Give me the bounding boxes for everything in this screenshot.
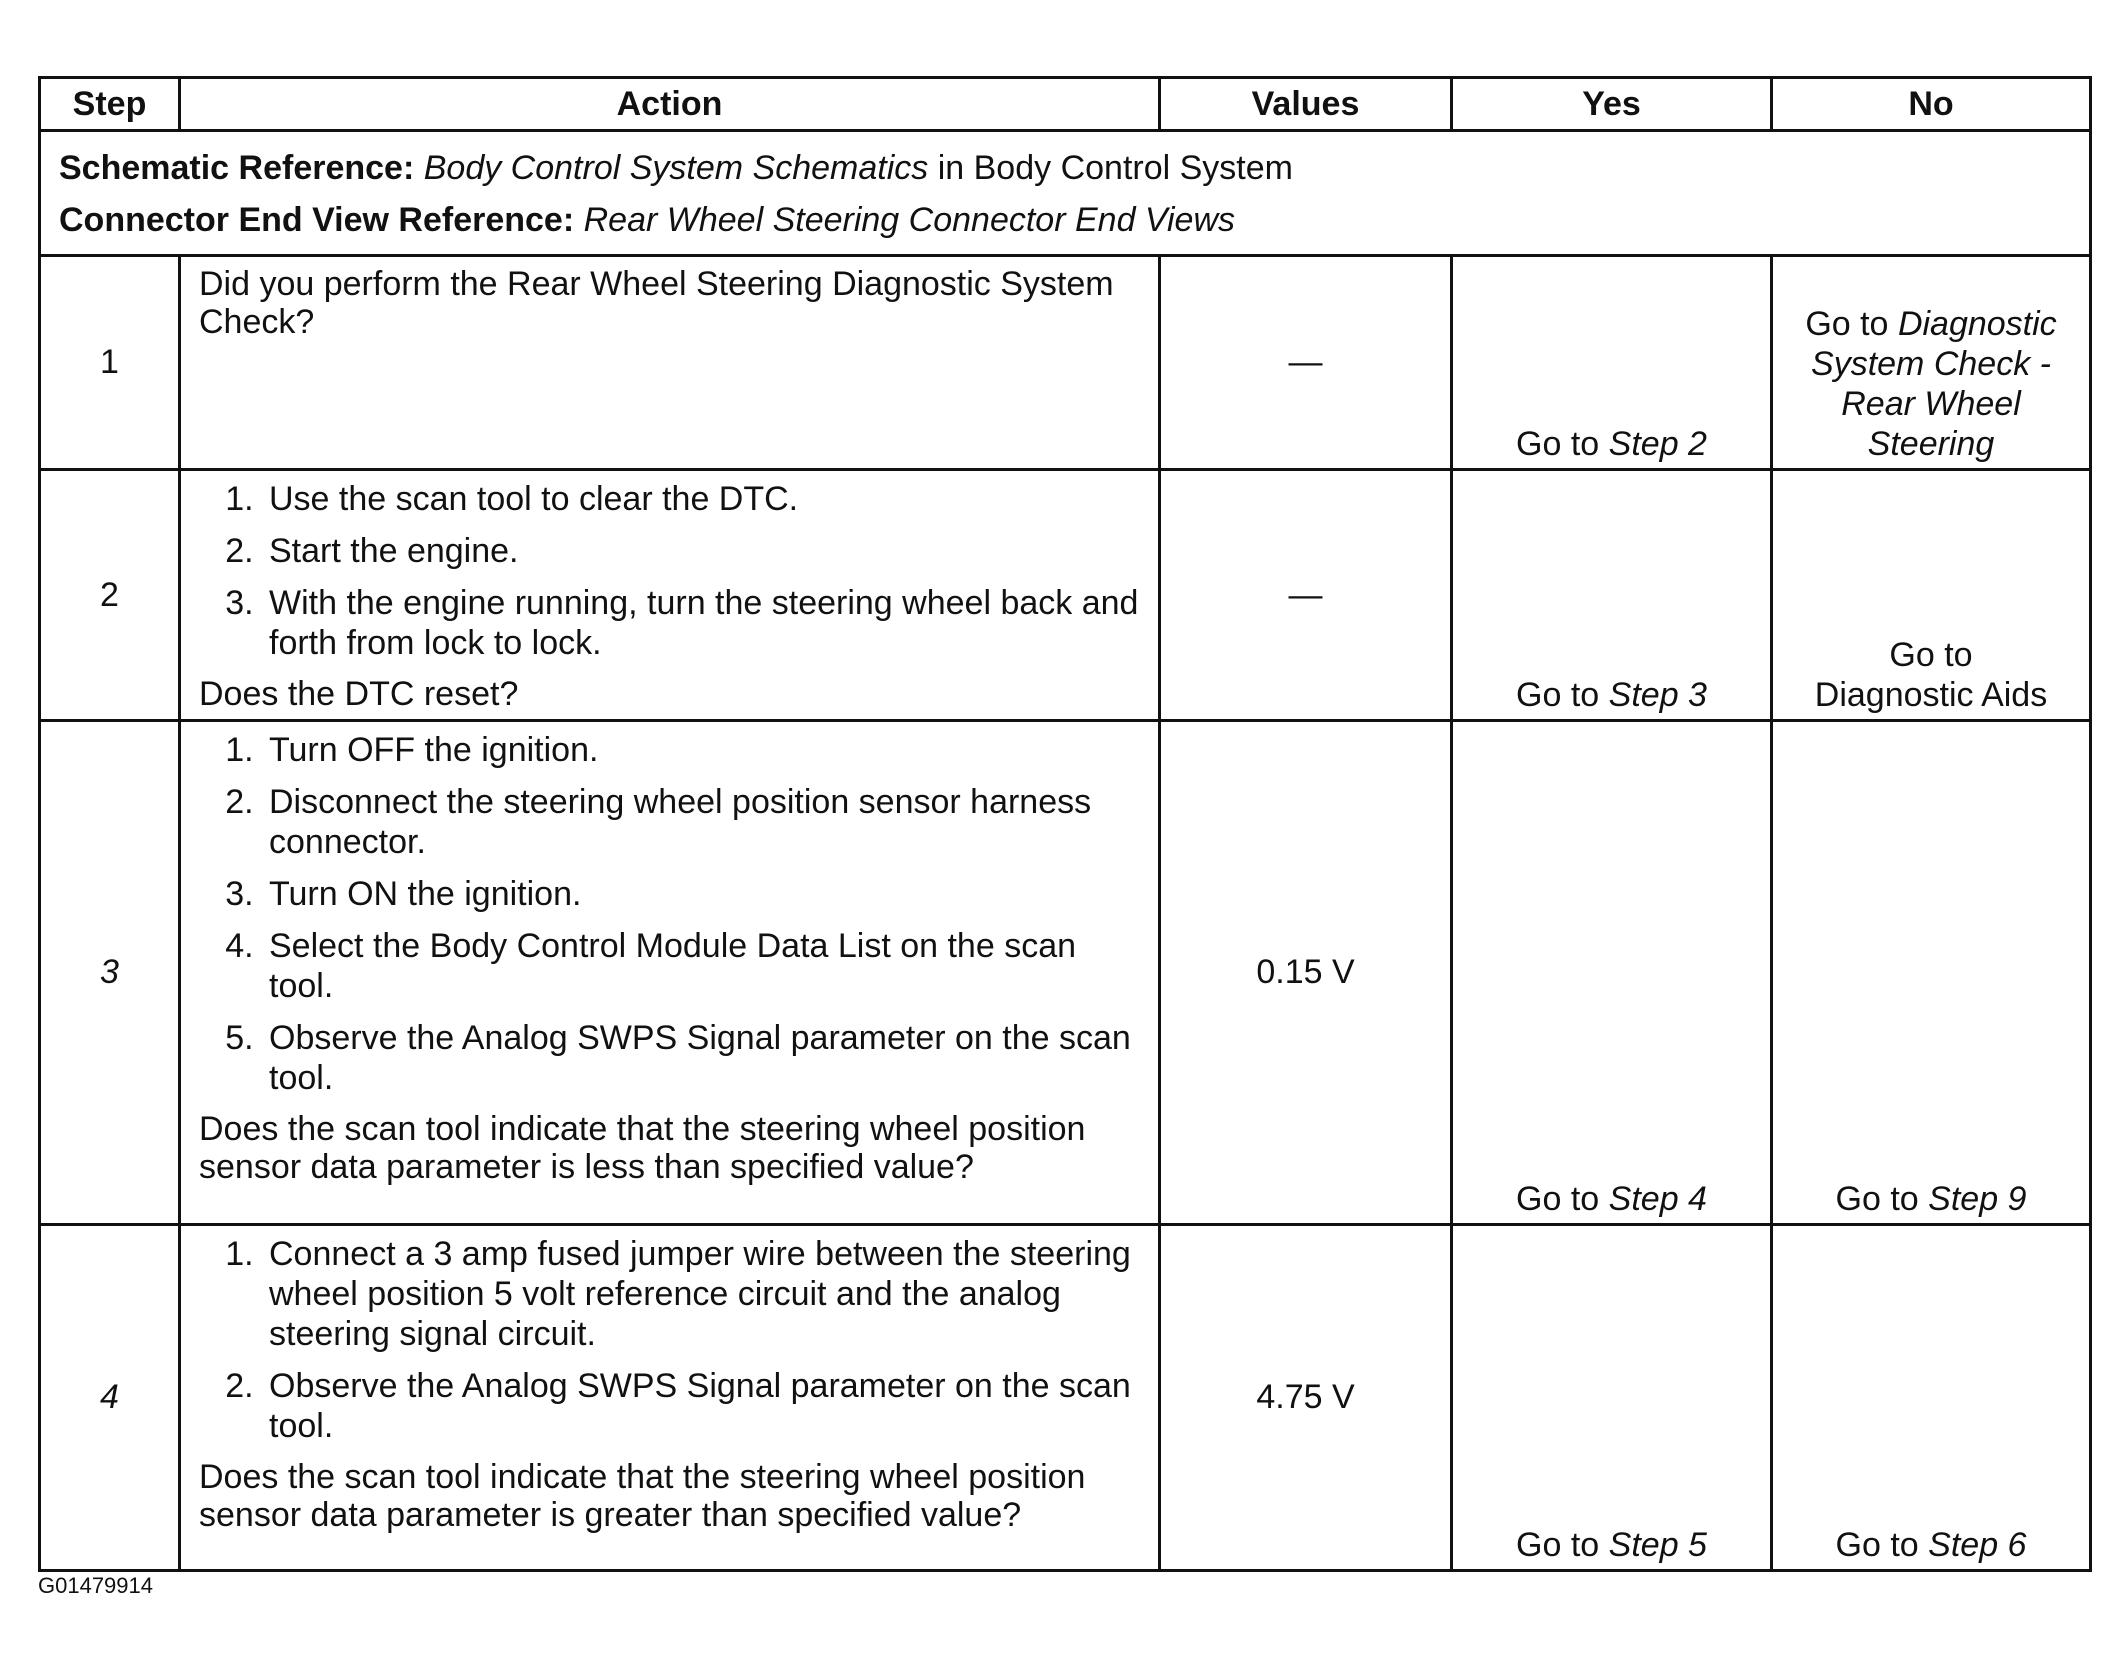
action-step-item: 3. Turn ON the ignition. <box>263 874 1144 914</box>
yes-cell <box>1452 721 1772 1225</box>
action-step-item: 1. Turn OFF the ignition. <box>263 730 1144 770</box>
action-step-item: 5. Observe the Analog SWPS Signal parameter on the scan tool. <box>263 1018 1144 1098</box>
action-cell <box>180 256 1160 470</box>
header-action: Action <box>180 78 1160 131</box>
header-step: Step <box>40 78 180 131</box>
action-cell <box>180 470 1160 721</box>
no-prefix: Go to <box>1835 1180 1919 1218</box>
no-target-link: Step 9 <box>1928 1180 2027 1218</box>
yes-target-link: Step 3 <box>1608 676 1707 714</box>
step-number: 1 <box>40 256 180 470</box>
schematic-reference-label: Schematic Reference: <box>59 149 415 187</box>
yes-prefix: Go to <box>1516 676 1600 714</box>
no-cell <box>1772 470 2091 721</box>
no-prefix: Go to <box>1889 636 1973 674</box>
figure-id: G01479914 <box>38 1573 153 1598</box>
no-prefix: Go to <box>1805 305 1889 343</box>
schematic-reference <box>59 142 2071 194</box>
action-question: Did you perform the Rear Wheel Steering Diagnostic System Check? <box>199 265 1114 341</box>
schematic-reference-suffix: in Body Control System <box>937 149 1293 187</box>
step-number: 2 <box>40 470 180 721</box>
action-question: Does the scan tool indicate that the steering wheel position sensor data parameter is greater than specified value? <box>199 1458 1086 1534</box>
header-values: Values <box>1160 78 1452 131</box>
step-number: 3 <box>40 721 180 1225</box>
no-cell <box>1772 1225 2091 1571</box>
no-cell <box>1772 256 2091 470</box>
action-step-item: 2. Disconnect the steering wheel position sensor harness connector. <box>263 782 1144 862</box>
action-step-item: 2. Observe the Analog SWPS Signal parameter on the scan tool. <box>263 1366 1144 1446</box>
value-cell: 4.75 V <box>1160 1225 1452 1571</box>
action-step-item: 2. Start the engine. <box>263 531 1144 571</box>
value-cell: 0.15 V <box>1160 721 1452 1225</box>
connector-reference <box>59 194 2071 246</box>
yes-prefix: Go to <box>1516 1180 1600 1218</box>
action-question: Does the scan tool indicate that the steering wheel position sensor data parameter is less than specified value? <box>199 1110 1086 1186</box>
reference-cell <box>40 131 2091 256</box>
step-row-1 <box>40 256 2091 470</box>
action-steps-list <box>199 1234 1144 1446</box>
reference-row <box>40 131 2091 256</box>
yes-cell <box>1452 1225 1772 1571</box>
action-question: Does the DTC reset? <box>199 675 519 713</box>
yes-cell <box>1452 256 1772 470</box>
header-no: No <box>1772 78 2091 131</box>
action-steps-list <box>199 479 1144 663</box>
yes-prefix: Go to <box>1516 1526 1600 1564</box>
schematic-reference-title: Body Control System Schematics <box>423 149 929 187</box>
step-row-2 <box>40 470 2091 721</box>
value-cell: — <box>1160 470 1452 721</box>
connector-reference-label: Connector End View Reference: <box>59 201 575 239</box>
step-row-4 <box>40 1225 2091 1571</box>
diagnostic-table <box>38 76 2092 1572</box>
no-target-link: Diagnostic Aids <box>1814 676 2048 714</box>
yes-prefix: Go to <box>1516 425 1600 463</box>
action-step-item: 1. Use the scan tool to clear the DTC. <box>263 479 1144 519</box>
action-steps-list <box>199 730 1144 1098</box>
step-row-3 <box>40 721 2091 1225</box>
no-cell <box>1772 721 2091 1225</box>
no-target-link: Step 6 <box>1928 1526 2027 1564</box>
header-row <box>40 78 2091 131</box>
header-yes: Yes <box>1452 78 1772 131</box>
yes-target-link: Step 4 <box>1608 1180 1707 1218</box>
action-step-item: 4. Select the Body Control Module Data List on the scan tool. <box>263 926 1144 1006</box>
no-target-link: Diagnostic System Check - Rear Wheel Steering <box>1811 305 2057 463</box>
yes-target-link: Step 5 <box>1608 1526 1707 1564</box>
action-cell <box>180 1225 1160 1571</box>
yes-cell <box>1452 470 1772 721</box>
step-number: 4 <box>40 1225 180 1571</box>
action-step-item: 1. Connect a 3 amp fused jumper wire between the steering wheel position 5 volt reference circuit and the analog steering signal circuit. <box>263 1234 1144 1354</box>
yes-target-link: Step 2 <box>1608 425 1707 463</box>
no-prefix: Go to <box>1835 1526 1919 1564</box>
action-step-item: 3. With the engine running, turn the steering wheel back and forth from lock to lock. <box>263 583 1144 663</box>
action-cell <box>180 721 1160 1225</box>
value-cell: — <box>1160 256 1452 470</box>
connector-reference-title: Rear Wheel Steering Connector End Views <box>583 201 1236 239</box>
